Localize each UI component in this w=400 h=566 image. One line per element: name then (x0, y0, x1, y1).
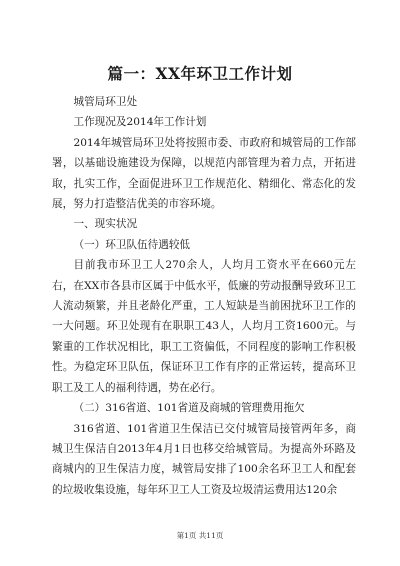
subsection-heading-2: （二）316省道、101省道及商城的管理费用拖欠 (73, 402, 305, 415)
document-body (52, 92, 356, 500)
section-heading-1: 一、现实状况 (73, 218, 138, 231)
paragraph-intro: 2014年城管局环卫处将按照市委、市政府和城管局的工作部署，以基础设施建设为保障，以规范内部管理为着力点，开拓进取，扎实工作，全面促进环卫工作规范化、精细化、常态化的发展，努力打造整洁优美的市容环境。 (52, 136, 356, 211)
page-footer: 第1页 共11页 (176, 531, 224, 540)
paragraph-subtitle: 工作现况及2014年工作计划 (73, 116, 207, 129)
paragraph-dept: 城管局环卫处 (73, 96, 138, 108)
document-title: 篇一：XX年环卫工作计划 (107, 64, 293, 83)
subsection-heading-1: （一）环卫队伍待遇较低 (73, 238, 191, 251)
paragraph-arrears: 316省道、101省道卫生保洁已交付城管局接管两年多，商城卫生保洁自2013年4月1日也移交给城管局。为提高外环路及商城内的卫生保洁力度，城管局安排了100余名环卫工人和配套的垃圾收集设施，每年环卫工人工资及垃圾清运费用达120余 (52, 422, 356, 496)
paragraph-wages: 目前我市环卫工人270余人，人均月工资水平在660元左右，在XX市各县市区属于中低水平，低廉的劳动报酬导致环卫工人流动频繁，并且老龄化严重，工人短缺是当前困扰环卫工作的一大问题。环卫处现有在职职工43人，人均月工资1600元。与繁重的工作状况相比，职工工资偏低，不同程度的影响工作积极性。为稳定环卫队伍，保证环卫工作有序的正常运转，提高环卫职工及工人的福利待遇，势在必行。 (52, 259, 356, 394)
